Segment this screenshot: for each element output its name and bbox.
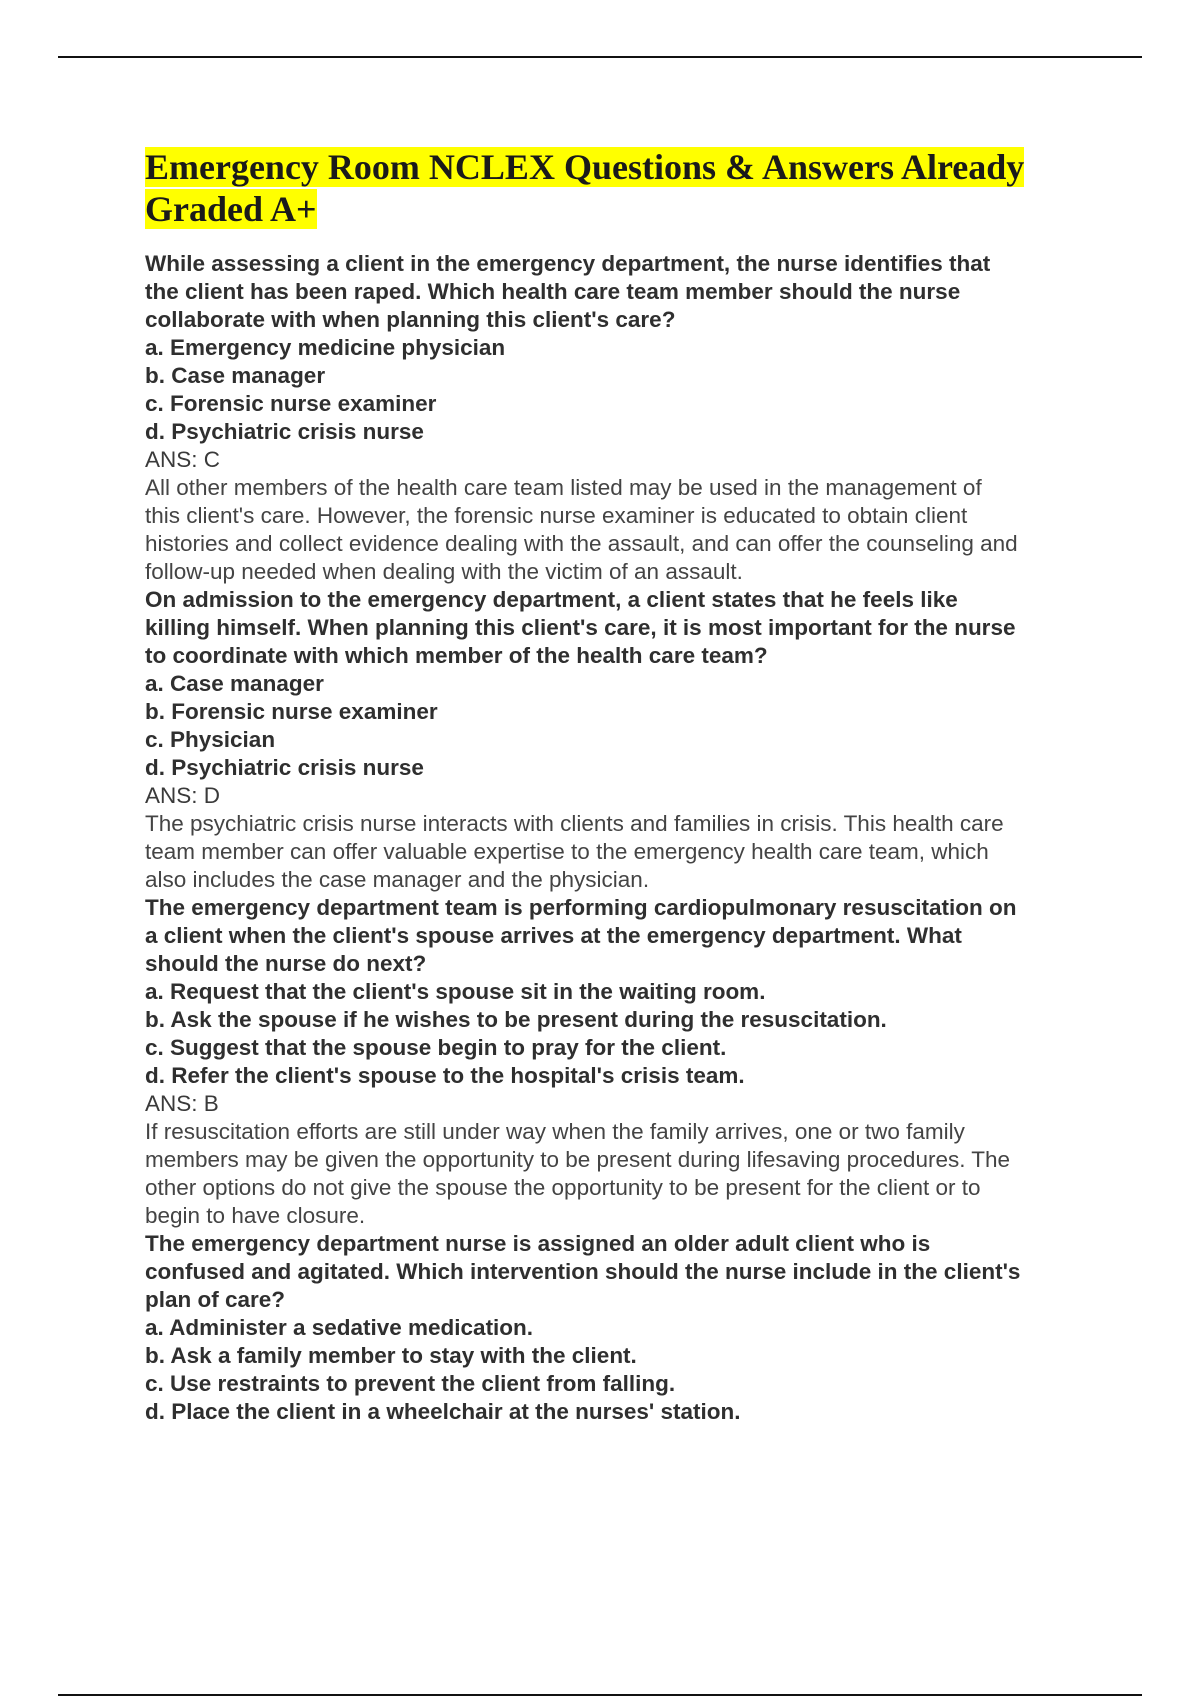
question-text-line: While assessing a client in the emergency department, the nurse identifies that (145, 251, 991, 276)
question-block (145, 250, 1095, 586)
question-text-line: confused and agitated. Which intervention should the nurse include in the client's (145, 1259, 1021, 1284)
question-text-line: should the nurse do next? (145, 951, 427, 976)
question-text-line: collaborate with when planning this client's care? (145, 307, 676, 332)
document-title (145, 146, 1095, 230)
bottom-rule (58, 1694, 1142, 1696)
answer-option: b. Case manager (145, 363, 326, 388)
answer-option: a. Request that the client's spouse sit in the waiting room. (145, 979, 766, 1004)
answer-option: d. Psychiatric crisis nurse (145, 419, 424, 444)
title-line-1: Emergency Room NCLEX Questions & Answers Already (145, 147, 1025, 187)
rationale-line: this client's care. However, the forensic nurse examiner is educated to obtain client (145, 503, 968, 528)
answer-option: b. Forensic nurse examiner (145, 699, 438, 724)
question-text-line: killing himself. When planning this client's care, it is most important for the nurse (145, 615, 1016, 640)
answer-key: ANS: B (145, 1091, 219, 1116)
rationale-line: also includes the case manager and the physician. (145, 867, 650, 892)
answer-option: d. Psychiatric crisis nurse (145, 755, 424, 780)
question-text-line: On admission to the emergency department, a client states that he feels like (145, 587, 958, 612)
rationale-line: other options do not give the spouse the opportunity to be present for the client or to (145, 1175, 981, 1200)
answer-option: c. Use restraints to prevent the client from falling. (145, 1371, 676, 1396)
rationale-line: The psychiatric crisis nurse interacts with clients and families in crisis. This health care (145, 811, 1004, 836)
title-line-2: Graded A+ (145, 189, 317, 229)
rationale-line: histories and collect evidence dealing with the assault, and can offer the counseling and (145, 531, 1018, 556)
answer-option: c. Forensic nurse examiner (145, 391, 437, 416)
top-rule (58, 56, 1142, 58)
answer-option: b. Ask a family member to stay with the client. (145, 1343, 637, 1368)
answer-option: c. Physician (145, 727, 276, 752)
question-text-line: to coordinate with which member of the health care team? (145, 643, 768, 668)
question-text-line: the client has been raped. Which health care team member should the nurse (145, 279, 961, 304)
question-text-line: a client when the client's spouse arrives at the emergency department. What (145, 923, 962, 948)
rationale-line: follow-up needed when dealing with the victim of an assault. (145, 559, 743, 584)
question-text-line: The emergency department team is performing cardiopulmonary resuscitation on (145, 895, 1017, 920)
question-block (145, 586, 1095, 894)
answer-option: a. Case manager (145, 671, 324, 696)
question-block (145, 1230, 1095, 1426)
document-body (145, 146, 1095, 1426)
question-block (145, 894, 1095, 1230)
rationale-line: members may be given the opportunity to be present during lifesaving procedures. The (145, 1147, 1011, 1172)
question-text-line: The emergency department nurse is assigned an older adult client who is (145, 1231, 931, 1256)
title-highlight (145, 147, 1024, 229)
rationale-line: begin to have closure. (145, 1203, 366, 1228)
answer-key: ANS: D (145, 783, 221, 808)
answer-option: a. Administer a sedative medication. (145, 1315, 534, 1340)
rationale-line: team member can offer valuable expertise to the emergency health care team, which (145, 839, 989, 864)
answer-option: c. Suggest that the spouse begin to pray for the client. (145, 1035, 727, 1060)
answer-option: b. Ask the spouse if he wishes to be present during the resuscitation. (145, 1007, 887, 1032)
answer-option: a. Emergency medicine physician (145, 335, 506, 360)
question-text-line: plan of care? (145, 1287, 286, 1312)
answer-option: d. Place the client in a wheelchair at the nurses' station. (145, 1399, 741, 1424)
answer-option: d. Refer the client's spouse to the hospital's crisis team. (145, 1063, 745, 1088)
rationale-line: All other members of the health care team listed may be used in the management of (145, 475, 982, 500)
answer-key: ANS: C (145, 447, 221, 472)
rationale-line: If resuscitation efforts are still under way when the family arrives, one or two family (145, 1119, 965, 1144)
